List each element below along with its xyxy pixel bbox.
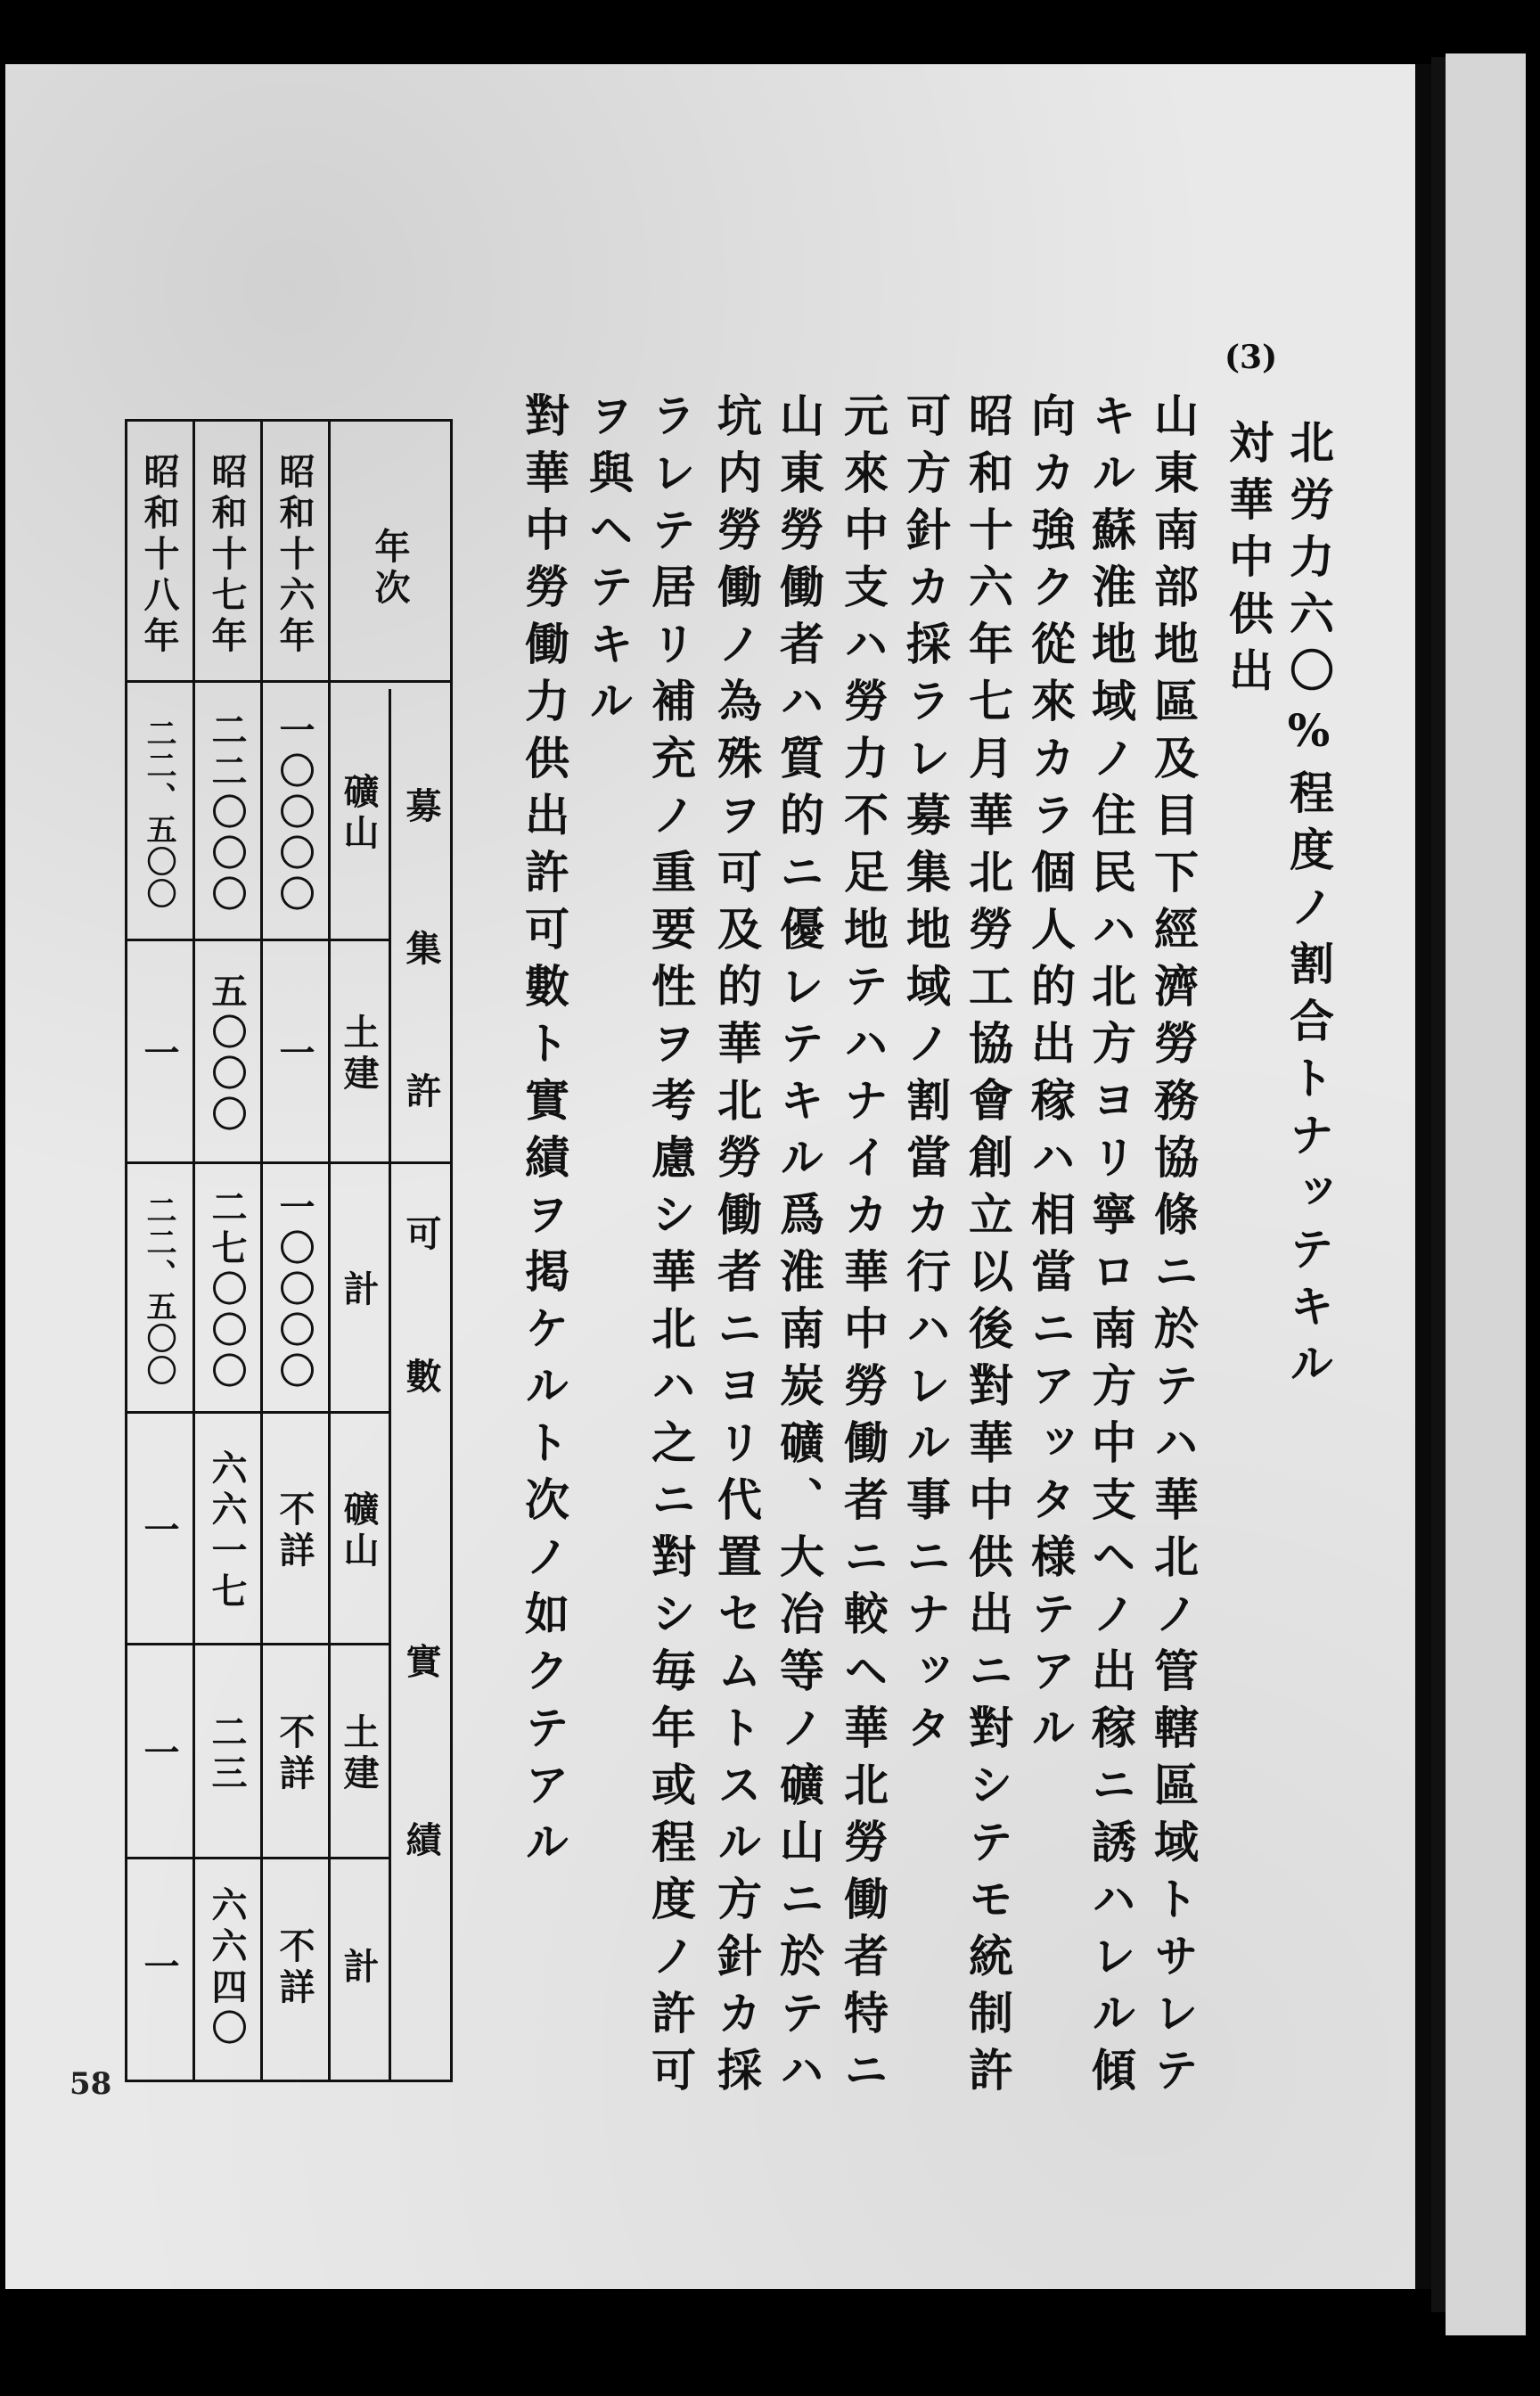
actual-civil: 不詳	[274, 1713, 315, 1795]
text-column: ヲ與ヘテキル	[582, 392, 635, 734]
text-column: 山東勞働者ハ質的ニ優レテキル爲淮南炭礦、大冶等ノ礦山ニ於テハ	[773, 392, 825, 2104]
sub-header-total: 計	[338, 1270, 380, 1311]
sub-header-mine: 礦山	[338, 1490, 380, 1572]
actual-mine: 一	[138, 1511, 180, 1552]
sub-header-total: 計	[338, 1948, 380, 1989]
text-column: 可方針カ採ラレ募集地域ノ割當カ行ハレル事ニナッタ	[899, 392, 952, 1761]
actual-total: 六六四〇	[206, 1886, 248, 2050]
quota-total: 二二、五〇〇	[141, 1194, 176, 1387]
table-rule	[125, 1643, 389, 1645]
sub-header-civil: 土建	[338, 1013, 380, 1095]
quota-mine: 二二、五〇〇	[141, 718, 176, 910]
text-column: 昭和十六年七月華北勞工協會創立以後對華中供出ニ對シテモ統制許	[962, 392, 1014, 2104]
facing-page-edge	[1446, 53, 1526, 2335]
actual-mine: 不詳	[274, 1490, 315, 1572]
table-rule	[125, 1857, 389, 1859]
quota-civil: 五〇〇〇	[206, 972, 248, 1136]
header-actual: 實績	[400, 1643, 442, 1999]
text-column: キル蘇淮地域ノ住民ハ北方ヨリ寧ロ南方中支ヘノ出稼ニ誘ハレル傾	[1085, 392, 1137, 2104]
page-gutter-shadow	[1415, 64, 1431, 2289]
table-rule	[125, 939, 389, 941]
quota-total: 一〇〇〇〇	[274, 1188, 315, 1393]
text-column: 對華中勞働力供出許可數ト實績ヲ掲ケルト次ノ如クテアル	[518, 392, 570, 1875]
quota-mine: 一〇〇〇〇	[274, 711, 315, 916]
page-edge	[1431, 57, 1446, 2312]
actual-civil: 二三	[206, 1713, 248, 1795]
actual-total: 一	[138, 1948, 180, 1989]
quota-civil: 一	[138, 1034, 180, 1075]
quota-total: 二七〇〇〇	[206, 1188, 248, 1393]
section-marker: (3)	[1225, 339, 1278, 376]
subheading: 対華中供出	[1222, 419, 1274, 704]
quota-civil: 一	[274, 1034, 315, 1075]
row-year: 昭和十八年	[138, 453, 180, 658]
text-column: 山東南部地區及目下經濟勞務協條ニ於テハ華北ノ管轄區域トサレテ	[1147, 392, 1200, 2104]
row-year: 昭和十七年	[206, 453, 248, 658]
labor-supply-table	[125, 419, 453, 2082]
sub-header-mine: 礦山	[338, 773, 380, 855]
header-year: 年次	[369, 528, 411, 610]
sub-header-civil: 土建	[338, 1713, 380, 1795]
text-column: 坑内勞働ノ為殊ヲ可及的華北勞働者ニヨリ代置セムトスル方針カ採	[710, 392, 763, 2104]
actual-civil: 一	[138, 1734, 180, 1775]
actual-mine: 六六一七	[206, 1449, 248, 1613]
table-rule	[125, 1411, 389, 1414]
text-column: 元來中支ハ勞力不足地テハナイカ華中勞働者ニ較ヘ華北勞働者特ニ	[837, 392, 889, 2104]
table-rule	[125, 680, 453, 683]
actual-total: 不詳	[274, 1927, 315, 2009]
quota-mine: 二二〇〇〇	[206, 711, 248, 916]
text-column: ラレテ居リ補充ノ重要性ヲ考慮シ華北ハ之ニ對シ毎年或程度ノ許可	[644, 392, 697, 2104]
text-column: 向カ強ク從來カラ個人的出稼ハ相當ニアッタ様テアル	[1024, 392, 1077, 1761]
text-column: 北労力六〇%程度ノ割合トナッテキル	[1282, 419, 1335, 1397]
header-quota: 募集許可數	[400, 787, 442, 1500]
page-number: 58	[70, 2066, 112, 2102]
row-year: 昭和十六年	[274, 453, 315, 658]
